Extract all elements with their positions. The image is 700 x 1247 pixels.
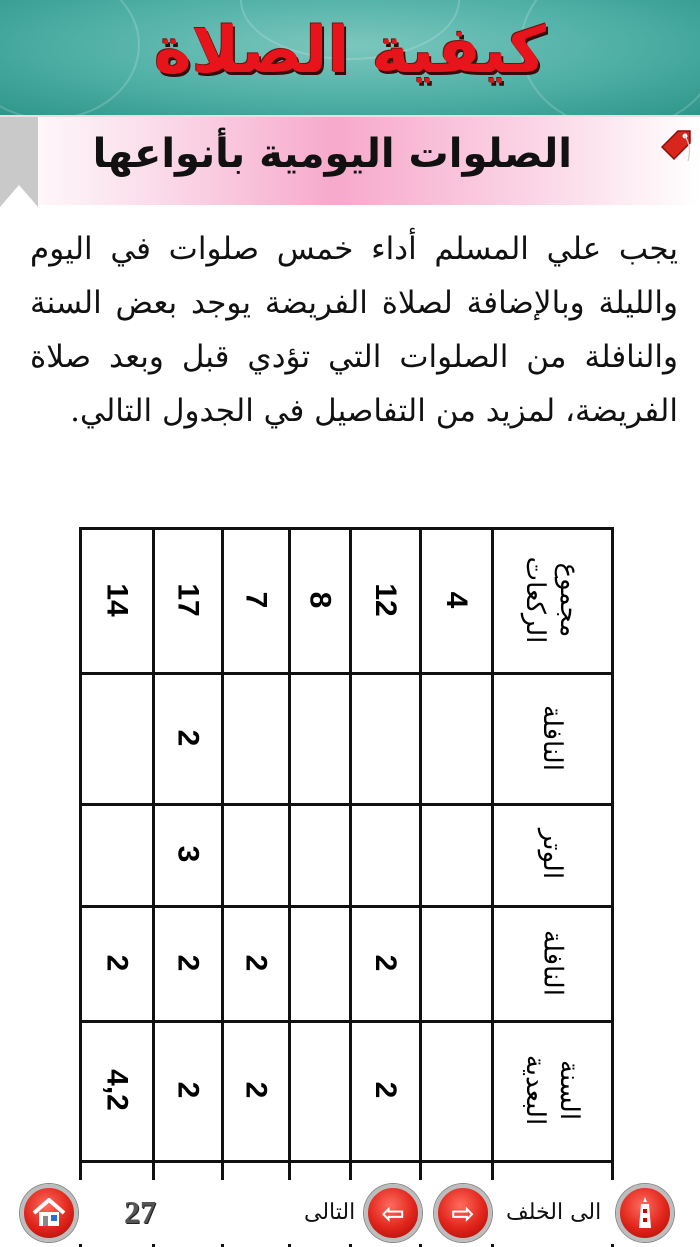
cell-value: 3 (171, 845, 205, 863)
table-cell (153, 527, 222, 672)
cell-value: 2 (171, 954, 205, 971)
table-header-cell (492, 803, 612, 905)
header-label: النافلة (537, 929, 567, 996)
intro-paragraph: يجب علي المسلم أداء خمس صلوات في اليوم والليلة وبالإضافة لصلاة الفريضة يوجد بعض السنة والنافلة من الصلوات التي تؤدي قبل وبعد صلاة الفريضة، لمزيد من التفاصيل في الجدول التالي. (30, 231, 678, 429)
table-cell (420, 905, 492, 1020)
table-cell (153, 672, 222, 803)
app-header (0, 0, 700, 115)
table-cell (153, 905, 222, 1020)
table-cell (222, 803, 289, 905)
table-header-cell (492, 527, 612, 672)
table-cell (222, 527, 289, 672)
back-label[interactable]: الى الخلف (506, 1200, 602, 1225)
lighthouse-button[interactable] (616, 1184, 674, 1242)
cell-value: 17 (171, 582, 205, 617)
table-cell (80, 672, 153, 803)
table-cell (289, 672, 350, 803)
home-icon (32, 1198, 66, 1228)
cell-value: 14 (100, 582, 134, 617)
section-title: الصلوات اليومية بأنواعها (92, 131, 572, 177)
cell-value: 12 (369, 582, 402, 617)
table-cell (350, 672, 420, 803)
cell-value: 2 (171, 1081, 205, 1099)
table-header-cell (492, 1020, 612, 1160)
cell-value: 7 (239, 591, 273, 608)
table-cell (80, 527, 153, 672)
app-title: كيفية الصلاة (153, 14, 547, 88)
cell-value: 2 (369, 1081, 402, 1099)
table-cell (289, 803, 350, 905)
cell-value: 2 (369, 954, 402, 971)
footer-toolbar (0, 1180, 700, 1244)
table-cell (350, 1020, 420, 1160)
table-cell (289, 905, 350, 1020)
table-header-cell (492, 905, 612, 1020)
prayer-rakat-table (80, 527, 612, 1247)
table-cell (420, 803, 492, 905)
cell-value: 2 (171, 729, 205, 746)
section-header (0, 115, 700, 205)
arrow-left-icon: ⇦ (381, 1196, 405, 1230)
next-button[interactable] (364, 1184, 422, 1242)
cell-value: 2 (100, 954, 134, 971)
cell-value: 2 (239, 1081, 273, 1099)
tag-icon (658, 127, 694, 163)
table-cell (420, 672, 492, 803)
bookmark-ribbon-icon[interactable] (0, 117, 38, 207)
table-cell (80, 905, 153, 1020)
cell-value: 4,2 (100, 1069, 134, 1111)
back-button[interactable] (434, 1184, 492, 1242)
home-button[interactable] (20, 1184, 78, 1242)
table-cell (153, 803, 222, 905)
cell-value: 4 (440, 591, 473, 608)
next-label[interactable]: التالى (304, 1200, 356, 1225)
header-label: النافلة (537, 704, 567, 771)
table-cell (222, 672, 289, 803)
table-cell (80, 803, 153, 905)
lighthouse-icon (635, 1196, 655, 1230)
table-cell (420, 1020, 492, 1160)
page-number: 27 (124, 1194, 156, 1230)
header-label: مجموع الركعات (520, 556, 584, 643)
table-cell (222, 905, 289, 1020)
cell-value: 2 (239, 954, 273, 971)
table-cell (153, 1020, 222, 1160)
table-cell (350, 527, 420, 672)
table-cell (222, 1020, 289, 1160)
table-cell (289, 1020, 350, 1160)
header-label: الوتر (537, 828, 567, 880)
table-cell (420, 527, 492, 672)
arrow-right-icon: ⇨ (451, 1196, 475, 1230)
table-header-cell (492, 672, 612, 803)
table-cell (80, 1020, 153, 1160)
cell-value: 8 (303, 591, 337, 608)
table-cell (350, 905, 420, 1020)
header-label: السنة البعدية (520, 1054, 584, 1126)
table-cell (350, 803, 420, 905)
table-cell (289, 527, 350, 672)
